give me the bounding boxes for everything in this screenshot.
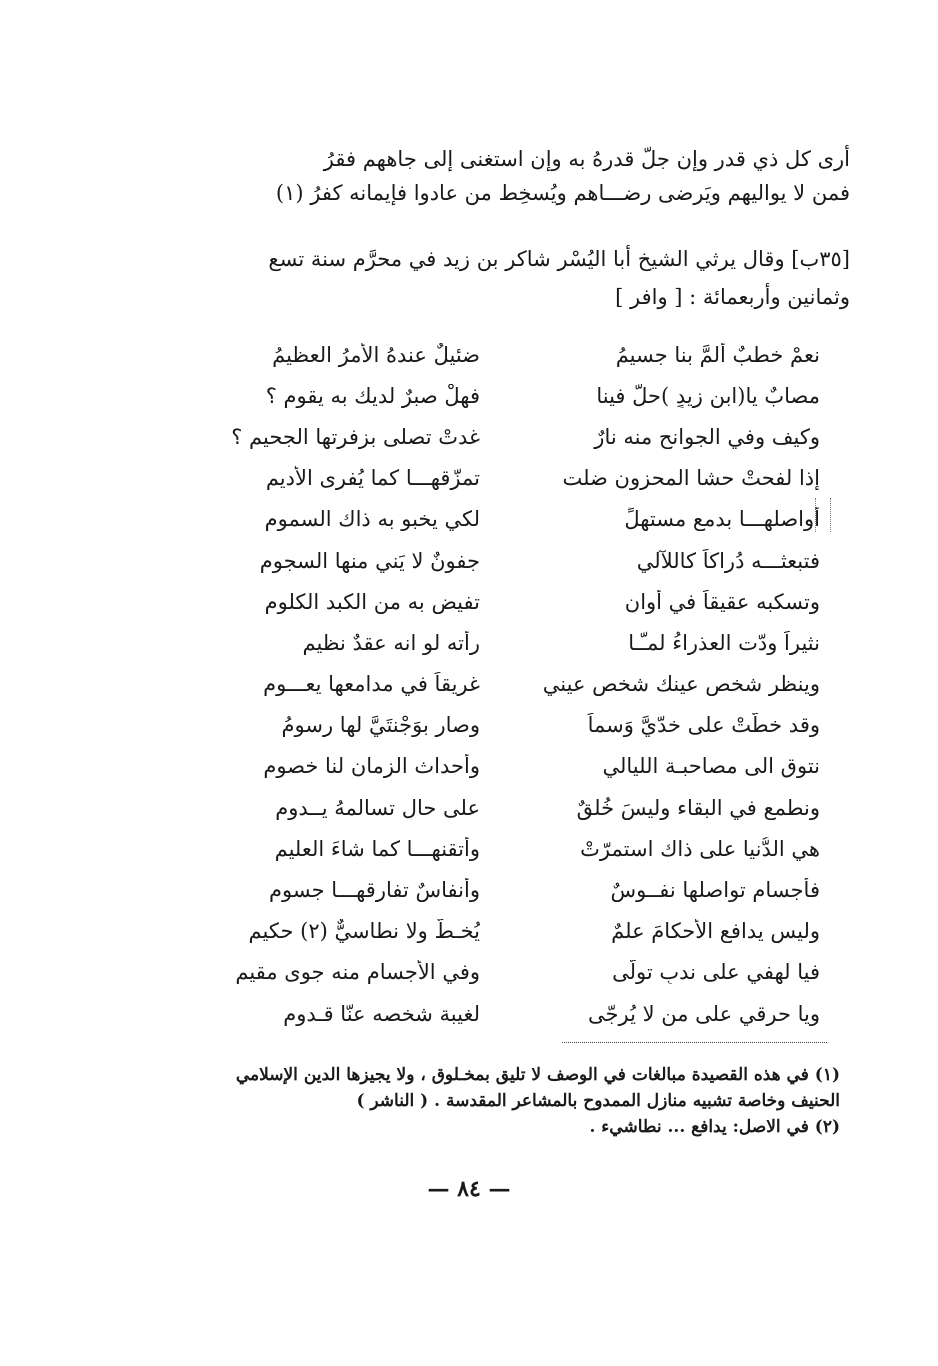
intro-line: أرى كل ذي قدر وإن جلّ قدرهُ به وإن استغنى إلى جاههم فقرُ <box>323 147 850 171</box>
intro-line: فمن لا يواليهم ويَرضى رضـــاهم ويُسخِط من عادوا فإيمانه كفرُ (١) <box>275 181 850 205</box>
verse <box>180 828 820 869</box>
verse-first-hemistich: وكيف وفي الجوانح منه نارٌ <box>594 424 820 449</box>
paragraph-line: [٣٥ب] وقال يرثي الشيخ أبا اليُسْر شاكر بن زيد في محرَّم سنة تسع <box>268 247 850 271</box>
poem <box>180 334 820 1034</box>
verse <box>180 416 820 457</box>
verse-second-hemistich: غدتْ تصلى بزفرتها الجحيم ؟ <box>231 424 480 449</box>
verse-second-hemistich: جفونٌ لا يَني منها السجوم <box>259 548 480 573</box>
verse <box>180 869 820 910</box>
verse-first-hemistich: وتسكبه عقيقاً في أوانٍ <box>624 589 820 614</box>
verse-second-hemistich: يُخـطّ ولا نطاسيٌّ (٢) حكيم <box>248 919 480 944</box>
page-number: — ٨٤ — <box>427 1176 511 1202</box>
verse-second-hemistich: تفيض به من الكبد الكلوم <box>264 589 480 614</box>
verse-second-hemistich: غريقاً في مدامعها يعـــوم <box>263 672 480 697</box>
verse-first-hemistich: وقد خطّتْ على خدّيَّ وَسماً <box>587 713 820 738</box>
verse-first-hemistich: فأجسام تواصلها نفــوسٌ <box>610 878 820 903</box>
verse <box>180 499 820 540</box>
verse-second-hemistich: وأتقنهـــا كما شاءَ العليم <box>274 836 480 861</box>
verse-first-hemistich: أُواصلهـــا بدمع مستهلٍّ <box>624 507 820 532</box>
verse <box>180 746 820 787</box>
verse-second-hemistich: وأحداث الزمان لنا خصوم <box>263 754 480 779</box>
verse-first-hemistich: فتبعثـــه دُراكاً كاللآلي <box>636 548 820 573</box>
verse <box>180 622 820 663</box>
verse-first-hemistich: نتوق الى مصاحبـة الليالي <box>602 754 820 779</box>
verse-second-hemistich: على حالٍ تسالمهُ يــدوم <box>275 795 480 820</box>
verse-second-hemistich: فهلْ صبرٌ لديك به يقوم ؟ <box>265 383 480 408</box>
verse <box>180 787 820 828</box>
verse <box>180 334 820 375</box>
verse <box>180 581 820 622</box>
verse-second-hemistich: رأته لو انه عقدٌ نظيم <box>302 630 480 655</box>
verse-second-hemistich: تمزّقهـــا كما يُفرى الأديم <box>265 466 480 491</box>
elegy-introduction <box>150 240 850 316</box>
verse-second-hemistich: لغيبة شخصه عنّا قـدوم <box>283 1001 480 1026</box>
verse-first-hemistich: نثيراً ودّت العذراءُ لمـّـا <box>628 630 820 655</box>
verse-first-hemistich: وينظر شخص عينك شخص عيني <box>542 672 820 697</box>
verse-first-hemistich: إذا لفحتْ حشا المحزون ضلت <box>562 466 820 491</box>
verse <box>180 540 820 581</box>
verse-first-hemistich: هي الدُّنيا على ذاك استمرّتْ <box>580 836 820 861</box>
verse-second-hemistich: وفي الأجسام منه جوى مقيم <box>235 960 480 985</box>
verse-first-hemistich: مصابٌ يا(ابن زيدٍ )حلَّ فينا <box>596 383 820 408</box>
footnotes <box>150 1062 840 1140</box>
intro-verses <box>150 142 850 210</box>
verse <box>180 458 820 499</box>
paragraph-line: وثمانين وأربعمائة : [ وافر ] <box>615 285 850 309</box>
verse-first-hemistich: ويا حرقي على من لا يُرجّى <box>588 1001 820 1026</box>
footnote-line: (١) في هذه القصيدة مبالغات في الوصف لا تليق بمخـلوق ، ولا يجيزها الدين الإسلامي <box>235 1065 840 1085</box>
verse <box>180 375 820 416</box>
verse-first-hemistich: ونطمع في البقاء وليسَ خُلقٌ <box>576 795 820 820</box>
footnote-separator <box>562 1042 827 1043</box>
verse <box>180 952 820 993</box>
verse <box>180 664 820 705</box>
verse-second-hemistich: لكي يخبو به ذاك السموم <box>264 507 480 532</box>
verse-second-hemistich: ضئيلٌ عندهُ الأمرُ العظيمُ <box>272 342 480 367</box>
footnote-line: الحنيف وخاصة تشبيه منازل الممدوح بالمشاعر المقدسة . ( الناشر ) <box>356 1091 840 1111</box>
verse <box>180 911 820 952</box>
footnote-line: (٢) في الاصل: يدافع ... نطاشيء . <box>589 1117 840 1137</box>
verse <box>180 993 820 1034</box>
verse <box>180 705 820 746</box>
verse-second-hemistich: وصار بوَجْنتَيَّ لها رسومُ <box>281 713 480 738</box>
verse-first-hemistich: فيا لهفي على ندبٍ تولّى <box>612 960 820 985</box>
verse-first-hemistich: وليس يدافع الأحكامَ علمٌ <box>611 919 820 944</box>
verse-first-hemistich: نعمْ خطبٌ ألمَّ بنا جسيمُ <box>615 342 820 367</box>
verse-second-hemistich: وأنفاسٌ تفارقهـــا جسوم <box>269 878 480 903</box>
